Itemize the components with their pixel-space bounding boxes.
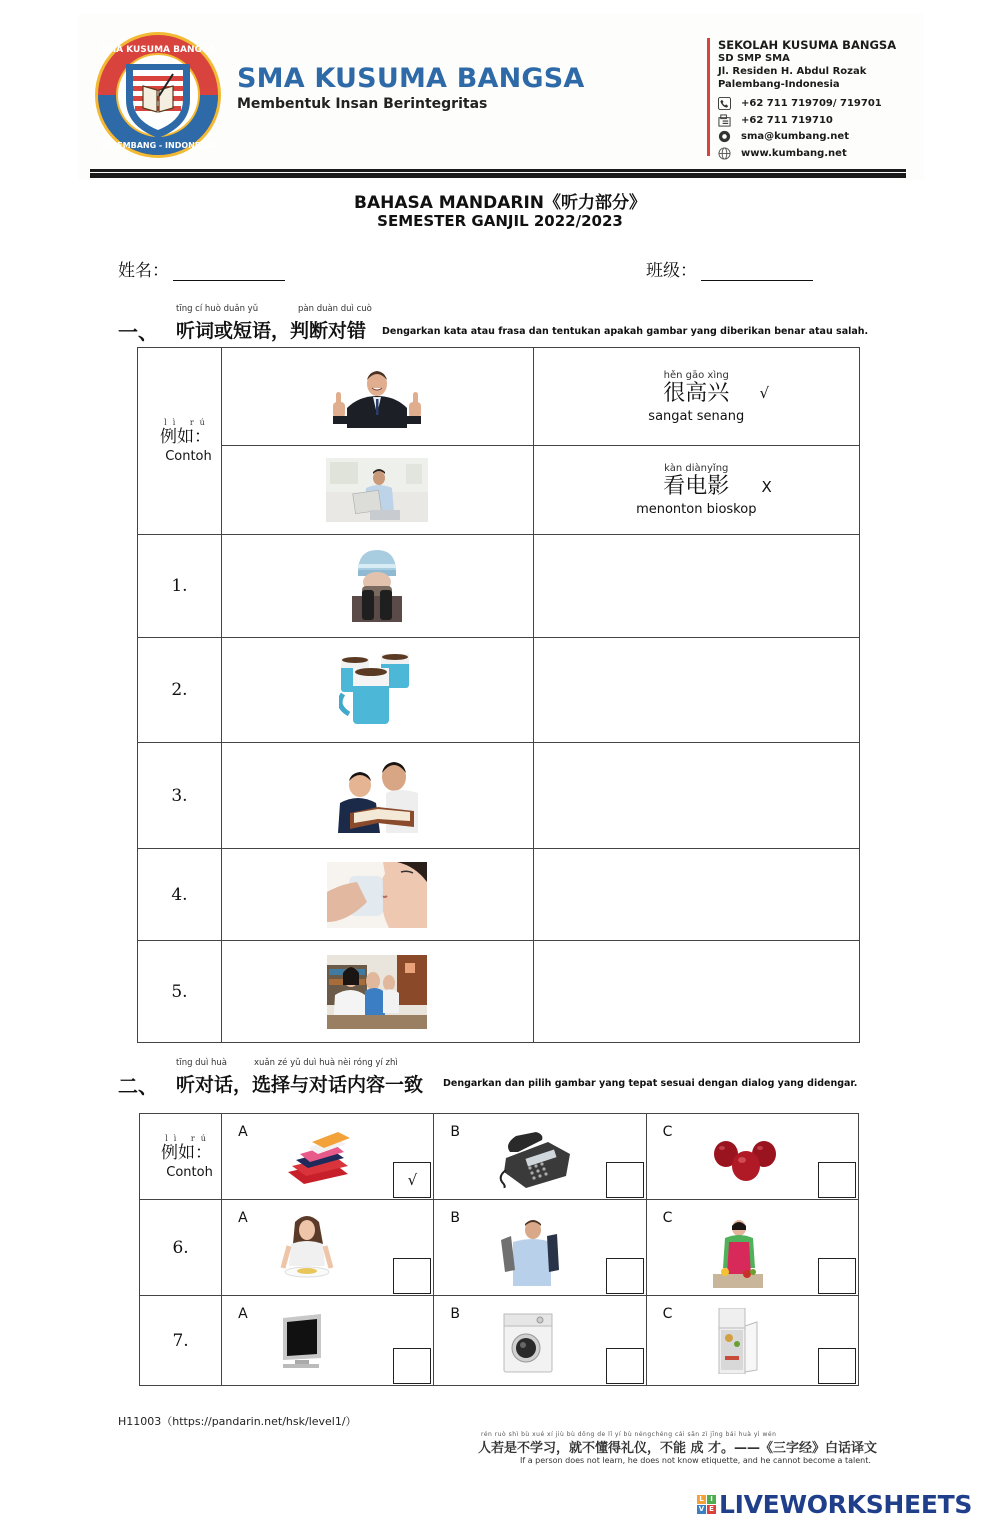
- class-field: [646, 256, 813, 281]
- question-answer-cell[interactable]: [533, 941, 859, 1043]
- example-row-2: [138, 446, 860, 535]
- option-cell: [646, 1200, 858, 1296]
- section-1-pinyin-b: pàn duàn duì cuò: [298, 304, 372, 314]
- contact-email-row: sma@kumbang.net: [718, 129, 896, 145]
- option-letter: C: [662, 1306, 673, 1322]
- question-image-cell: [221, 743, 533, 849]
- question-image-cell: [221, 638, 533, 743]
- question-image-cell: [221, 535, 533, 638]
- example-2-zh: 看电影: [663, 474, 730, 499]
- example-1-zh: 很高兴: [663, 380, 730, 406]
- option-cell: [434, 1296, 646, 1386]
- example-1-mark: √: [759, 384, 770, 402]
- stack-of-books-image: [286, 1132, 354, 1184]
- answer-checkbox[interactable]: [818, 1162, 856, 1198]
- answer-checkbox[interactable]: [818, 1258, 856, 1294]
- contact-website-row: www.kumbang.net: [718, 146, 896, 162]
- example-image-cell: [221, 446, 533, 535]
- quote-pinyin: rén ruò shì bù xué xí jiù bù dǒng de lǐ yí bù néngchéng cái sān zì jīng bái huà yì wén: [481, 1431, 777, 1438]
- section-2-pinyin-b: xuǎn zé yǔ duì huà nèi róng yí zhì: [254, 1058, 398, 1068]
- red-apples-image: [712, 1136, 780, 1182]
- school-logo-icon: [93, 30, 223, 160]
- man-thumbs-up-image: [329, 366, 425, 428]
- woman-cooking-image: [713, 1220, 763, 1288]
- section-2-pinyin-a: tīng duì huà: [176, 1058, 228, 1068]
- contact-org: SEKOLAH KUSUMA BANGSA: [718, 38, 897, 52]
- liveworksheets-wordmark: LIVEWORKSHEETS: [719, 1490, 973, 1519]
- question-number: 3.: [138, 743, 222, 849]
- man-holding-clothes-image: [499, 1220, 561, 1286]
- option-letter: B: [450, 1306, 460, 1322]
- contact-phone-row: +62 711 719709/ 719701: [718, 96, 896, 112]
- option-cell: [222, 1114, 434, 1200]
- answer-checkbox[interactable]: [818, 1348, 856, 1384]
- students-in-library-image: [327, 955, 427, 1029]
- section-1-pinyin-a: tīng cí huò duǎn yǔ: [176, 304, 259, 314]
- contact-address-1: Jl. Residen H. Abdul Rozak: [718, 66, 867, 77]
- option-cell: [646, 1114, 858, 1200]
- option-cell: [222, 1200, 434, 1296]
- example-label-zh: 例如：: [159, 427, 211, 447]
- option-letter: A: [238, 1306, 248, 1322]
- name-field: [118, 256, 285, 281]
- option-letter: A: [238, 1124, 248, 1140]
- source-reference: H11003（https://pandarin.net/hsk/level1/）: [118, 1415, 357, 1428]
- girl-in-winter-hat-image: [352, 550, 402, 622]
- example-2-pinyin: kàn diànyǐng: [664, 463, 729, 474]
- cups-of-hot-drink-image: [339, 654, 415, 726]
- question-row: [138, 743, 860, 849]
- school-tagline: Membentuk Insan Berintegritas: [237, 96, 488, 112]
- section-1-heading-zh: 听词或短语，判断对错: [176, 320, 367, 342]
- question-row: [138, 638, 860, 743]
- email-icon: [718, 130, 731, 143]
- washing-machine-image: [502, 1312, 554, 1374]
- section-2-table: [139, 1113, 859, 1386]
- question-number: 6.: [140, 1200, 222, 1296]
- question-row: [138, 535, 860, 638]
- section-1-instruction: Dengarkan kata atau frasa dan tentukan apakah gambar yang diberikan benar atau salah.: [382, 326, 869, 337]
- example-label-zh: 例如：: [161, 1142, 213, 1163]
- contact-levels: SD SMP SMA: [718, 53, 790, 64]
- answer-checkbox[interactable]: [606, 1348, 644, 1384]
- option-cell: [646, 1296, 858, 1386]
- question-answer-cell[interactable]: [533, 638, 859, 743]
- answer-checkbox[interactable]: [606, 1162, 644, 1198]
- computer-monitor-image: [279, 1314, 325, 1370]
- question-row: [140, 1200, 859, 1296]
- name-label: 姓名：: [118, 261, 169, 281]
- page-title: BAHASA MANDARIN《听力部分》: [353, 193, 647, 213]
- question-number: 1.: [138, 535, 222, 638]
- example-1-pinyin: hěn gāo xìng: [663, 369, 729, 381]
- contact-fax-row: +62 711 719710: [718, 113, 896, 129]
- quote-chinese: 人若是不学习，就不懂得礼仪，不能 成 才。——《三字经》白话译文: [478, 1441, 878, 1456]
- contact-address-2: Palembang-Indonesia: [718, 79, 840, 90]
- svg-text:PALEMBANG - INDONESIA: PALEMBANG - INDONESIA: [100, 141, 216, 150]
- header-rule-thin: [90, 169, 906, 172]
- option-letter: C: [662, 1124, 673, 1140]
- section-2-heading-zh: 听对话，选择与对话内容一致: [176, 1074, 424, 1096]
- answer-checkbox[interactable]: [393, 1258, 431, 1294]
- question-number: 4.: [138, 849, 222, 941]
- section-1-table: [137, 347, 860, 1043]
- question-number: 5.: [138, 941, 222, 1043]
- woman-drinking-water-image: [327, 862, 427, 928]
- answer-checkbox[interactable]: [606, 1258, 644, 1294]
- example-2-mark: X: [761, 478, 772, 496]
- fax-icon: [718, 114, 731, 127]
- option-letter: B: [450, 1210, 460, 1226]
- question-answer-cell[interactable]: [533, 849, 859, 941]
- desk-telephone-image: [496, 1130, 572, 1188]
- question-number: 2.: [138, 638, 222, 743]
- class-input-line[interactable]: [701, 261, 813, 281]
- example-row-1: [138, 348, 860, 446]
- option-letter: A: [238, 1210, 248, 1226]
- liveworksheets-logo[interactable]: [697, 1490, 972, 1519]
- question-image-cell: [221, 941, 533, 1043]
- example-image-cell: [221, 348, 533, 446]
- page-subtitle: SEMESTER GANJIL 2022/2023: [377, 212, 623, 230]
- name-input-line[interactable]: [173, 261, 285, 281]
- question-answer-cell[interactable]: [533, 535, 859, 638]
- example-row: [140, 1114, 859, 1200]
- liveworksheets-blocks-icon: L I V E: [697, 1495, 716, 1514]
- example-answer-cell: [533, 348, 859, 446]
- example-2-id: menonton bioskop: [636, 502, 757, 517]
- question-row: [138, 941, 860, 1043]
- example-label-id: Contoh: [166, 1164, 213, 1180]
- option-letter: B: [450, 1124, 460, 1140]
- section-2-number: 二、: [118, 1074, 158, 1098]
- section-2-instruction: Dengarkan dan pilih gambar yang tepat sesuai dengan dialog yang didengar.: [443, 1078, 858, 1089]
- question-number: 7.: [140, 1296, 222, 1386]
- question-row: [138, 849, 860, 941]
- svg-text:SMA KUSUMA BANGSA: SMA KUSUMA BANGSA: [100, 45, 216, 55]
- globe-icon: [718, 147, 731, 160]
- example-label-pinyin: lì rú: [165, 1133, 212, 1143]
- example-answer-cell: [533, 446, 859, 535]
- option-cell: [434, 1114, 646, 1200]
- example-label-cell: [140, 1114, 222, 1200]
- example-1-id: sangat senang: [648, 408, 745, 424]
- man-reading-newspaper-image: [326, 458, 428, 522]
- example-label-id: Contoh: [165, 449, 212, 464]
- contact-block: [718, 38, 896, 161]
- answer-checkbox[interactable]: √: [393, 1162, 431, 1198]
- quote-english: If a person does not learn, he does not know etiquette, and he cannot become a talent.: [520, 1456, 871, 1465]
- woman-eating-image: [279, 1214, 337, 1280]
- section-1-number: 一、: [118, 320, 158, 344]
- option-cell: [434, 1200, 646, 1296]
- option-cell: [222, 1296, 434, 1386]
- header-rule-thick: [90, 173, 906, 178]
- refrigerator-image: [717, 1308, 759, 1374]
- example-label-cell: [138, 348, 222, 535]
- answer-checkbox[interactable]: [393, 1348, 431, 1384]
- question-answer-cell[interactable]: [533, 743, 859, 849]
- question-row: [140, 1296, 859, 1386]
- option-letter: C: [662, 1210, 673, 1226]
- class-label: 班级：: [646, 261, 697, 281]
- question-image-cell: [221, 849, 533, 941]
- father-and-son-reading-image: [336, 759, 418, 833]
- school-name: SMA KUSUMA BANGSA: [237, 63, 585, 94]
- phone-icon: [718, 97, 731, 110]
- example-label-pinyin: lì rú: [164, 418, 211, 427]
- contact-divider: [707, 38, 710, 156]
